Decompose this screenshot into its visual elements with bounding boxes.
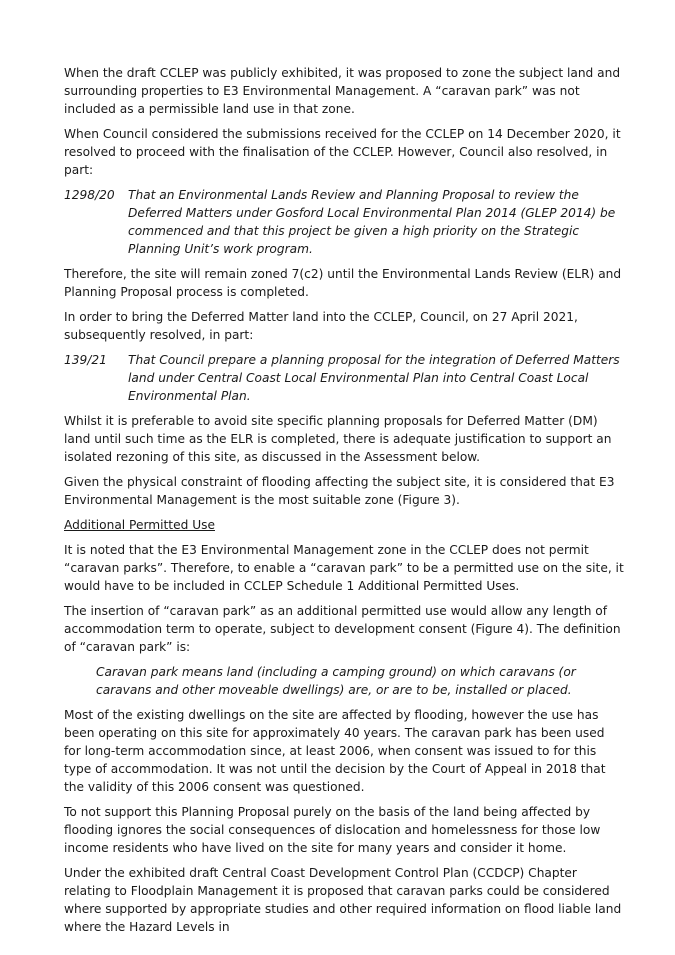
resolution-number: 1298/20 (64, 188, 115, 202)
paragraph-council-submissions: When Council considered the submissions received for the CCLEP on 14 December 2020, it resolved to proceed with the finalisation of the CCLEP. However, Council also resolved, in part: (64, 127, 621, 177)
document-page (64, 64, 624, 943)
paragraph-site-specific: Whilst it is preferable to avoid site specific planning proposals for Deferred Matter (DM) land until such time as the ELR is completed, there is adequate justification to support an isolated rezoning of this site, as discussed in the Assessment below. (64, 414, 612, 464)
section-heading-additional-permitted-use: Additional Permitted Use (64, 518, 215, 532)
resolution-1298-20 (64, 186, 624, 258)
paragraph-social-consequences: To not support this Planning Proposal purely on the basis of the land being affected by flooding ignores the social consequences of dislocation and homelessness for those low income residents who have lived on the site for many years and consider it home. (64, 805, 601, 855)
paragraph-deferred-matter: In order to bring the Deferred Matter land into the CCLEP, Council, on 27 April 2021, subsequently resolved, in part: (64, 310, 578, 342)
paragraph-ccdcp: Under the exhibited draft Central Coast Development Control Plan (CCDCP) Chapter relating to Floodplain Management it is proposed that caravan parks could be considered where supported by appropriate studies and other required information on flood liable land where the Hazard Levels in (64, 866, 622, 934)
definition-quote: Caravan park means land (including a camping ground) on which caravans (or caravans and other moveable dwellings) are, or are to be, installed or placed. (96, 665, 576, 697)
resolution-number: 139/21 (64, 353, 107, 367)
paragraph-e3-not-permit: It is noted that the E3 Environmental Management zone in the CCLEP does not permit “caravan parks”. Therefore, to enable a “caravan park” to be a permitted use on the site, it would have to be included in CCLEP Schedule 1 Additional Permitted Uses. (64, 543, 624, 593)
paragraph-insertion: The insertion of “caravan park” as an additional permitted use would allow any length of accommodation term to operate, subject to development consent (Figure 4). The definition of “caravan park” is: (64, 604, 621, 654)
resolution-139-21 (64, 351, 624, 405)
resolution-text: That an Environmental Lands Review and Planning Proposal to review the Deferred Matters under Gosford Local Environmental Plan 2014 (GLEP 2014) be commenced and that this project be given a high priority on the Strategic Planning Unit’s work program. (128, 188, 616, 256)
paragraph-existing-dwellings: Most of the existing dwellings on the site are affected by flooding, however the use has been operating on this site for approximately 40 years. The caravan park has been used for long-term accommodation since, at least 2006, when consent was issued to for this type of accommodation. It was not until the decision by the Court of Appeal in 2018 that the validity of this 2006 consent was questioned. (64, 708, 606, 794)
paragraph-zoning-remains: Therefore, the site will remain zoned 7(c2) until the Environmental Lands Review (ELR) and Planning Proposal process is completed. (64, 267, 622, 299)
paragraph-draft-cclep: When the draft CCLEP was publicly exhibited, it was proposed to zone the subject land and surrounding properties to E3 Environmental Management. A “caravan park” was not included as a permissible land use in that zone. (64, 66, 621, 116)
paragraph-flooding-constraint: Given the physical constraint of flooding affecting the subject site, it is considered that E3 Environmental Management is the most suitable zone (Figure 3). (64, 475, 615, 507)
resolution-text: That Council prepare a planning proposal for the integration of Deferred Matters land under Central Coast Local Environmental Plan into Central Coast Local Environmental Plan. (128, 353, 620, 403)
